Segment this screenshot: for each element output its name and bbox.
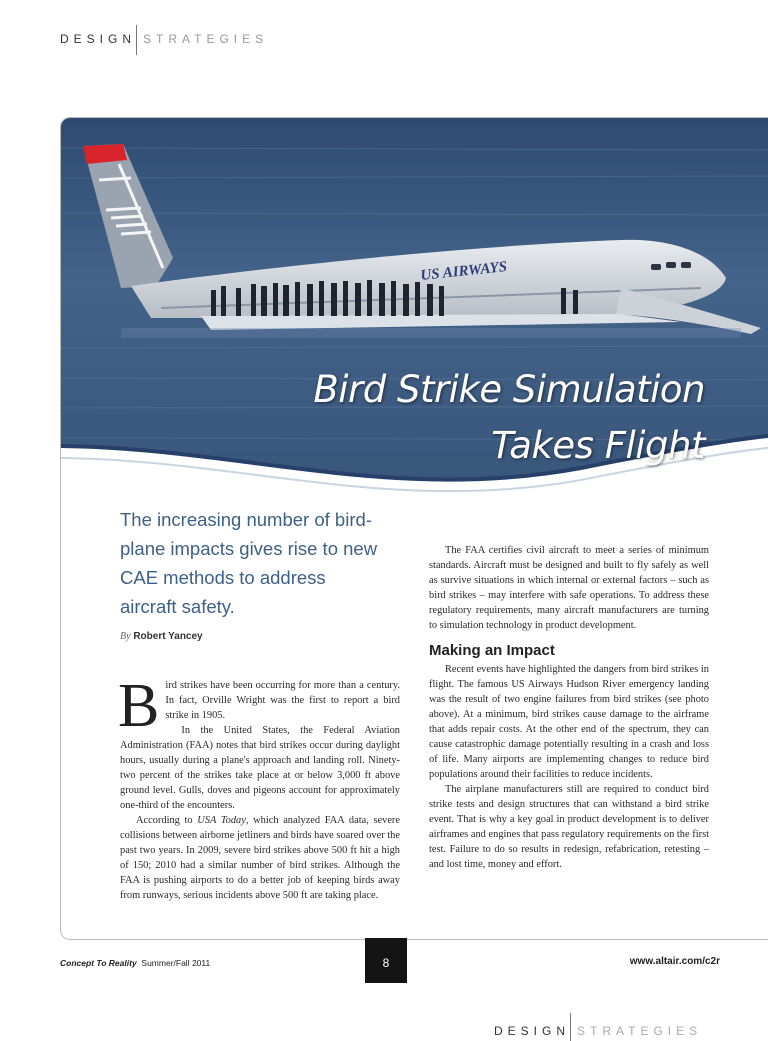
article-title-line1: Bird Strike Simulation — [313, 368, 705, 411]
fuselage-livery: US AIRWAYS — [419, 258, 508, 284]
article-deck: The increasing number of bird-plane impacts gives rise to new CAE methods to address aircraft safety. — [120, 509, 378, 617]
body-paragraph — [118, 672, 400, 740]
body-paragraph-text: ird strikes have been occurring for more than a century. In fact, Orville Wright was the first to report a bird strike in 1905. — [165, 680, 400, 721]
article-title — [235, 362, 705, 474]
body-paragraph: Recent events have highlighted the dangers from bird strikes in flight. The famous US Airways Hudson River emergency landing was the result of two engine failures from bird strikes (see photo above). At a minimum, bird strikes cause damage to the airframe that adds repair costs. At the other end of the spectrum, they can cause catastrophic damage potentially resulting in a crash and loss of life. Many airports are implementing changes to reduce bird populations around their facilities to reduce incidents. — [429, 664, 709, 780]
body-paragraph: The airplane manufacturers still are required to conduct bird strike tests and design structures that can withstand a bird strike event. That is why a key goal in product development is to deliver airframes and engines that pass regulatory requirements on the first test. Failure to do so results in redesign, refabrication, retesting – and lost time, money and effort. — [429, 784, 709, 870]
byline-author: Robert Yancey — [133, 631, 203, 642]
next-header-strategies: STRATEGIES — [577, 1024, 703, 1038]
body-column-right — [429, 543, 709, 872]
header-divider — [136, 25, 137, 55]
section-header-design: DESIGN — [60, 32, 137, 46]
body-text: , which analyzed FAA data, severe collisions between airborne jetliners and birds have soared over the past two years. In 2009, severe bird strikes above 500 ft hit a high of 150; 2010 had a similar number of bird strikes. Although the FAA is pushing airports to do a better job of keeping birds away from runways, serious incidents above 500 ft are taking place. — [120, 815, 401, 901]
body-column-left — [118, 672, 401, 903]
next-header-divider — [570, 1013, 571, 1041]
next-header-design: DESIGN — [494, 1024, 571, 1038]
byline-by: By — [120, 631, 131, 642]
body-paragraph: In the United States, the Federal Aviation Administration (FAA) notes that bird strikes occur during daylight hours, usually during a plane's approach and landing roll. Ninety-two percent of the strikes take place at or below 3,000 ft above ground level. Gulls, doves and pigeons account for approximately one-third of the encounters. — [120, 725, 400, 811]
page-number: 8 — [365, 938, 407, 983]
footer-publication — [60, 958, 210, 968]
section-header-strategies: STRATEGIES — [143, 32, 269, 46]
body-paragraph — [120, 813, 400, 903]
article-title-line2: Takes Flight — [491, 424, 705, 467]
body-text: According to — [136, 815, 198, 826]
publication-title: Concept To Reality — [60, 958, 137, 968]
article-frame — [60, 117, 768, 940]
next-page-header — [494, 1013, 702, 1041]
section-heading: Making an Impact — [429, 642, 555, 659]
publication-issue: Summer/Fall 2011 — [141, 958, 211, 968]
drop-cap: B — [118, 672, 160, 740]
byline — [120, 631, 203, 642]
publication-name: USA Today — [197, 815, 246, 826]
footer-url[interactable]: www.altair.com/c2r — [629, 956, 720, 967]
section-header — [60, 25, 268, 55]
body-paragraph: The FAA certifies civil aircraft to meet a series of minimum standards. Aircraft must be designed and built to fly safely as well as survive situations in which internal or external factors – such as bird strikes – may interfere with safe operations. To address these regulatory requirements, many aircraft manufacturers are turning to simulation technology in product development. — [429, 545, 709, 631]
